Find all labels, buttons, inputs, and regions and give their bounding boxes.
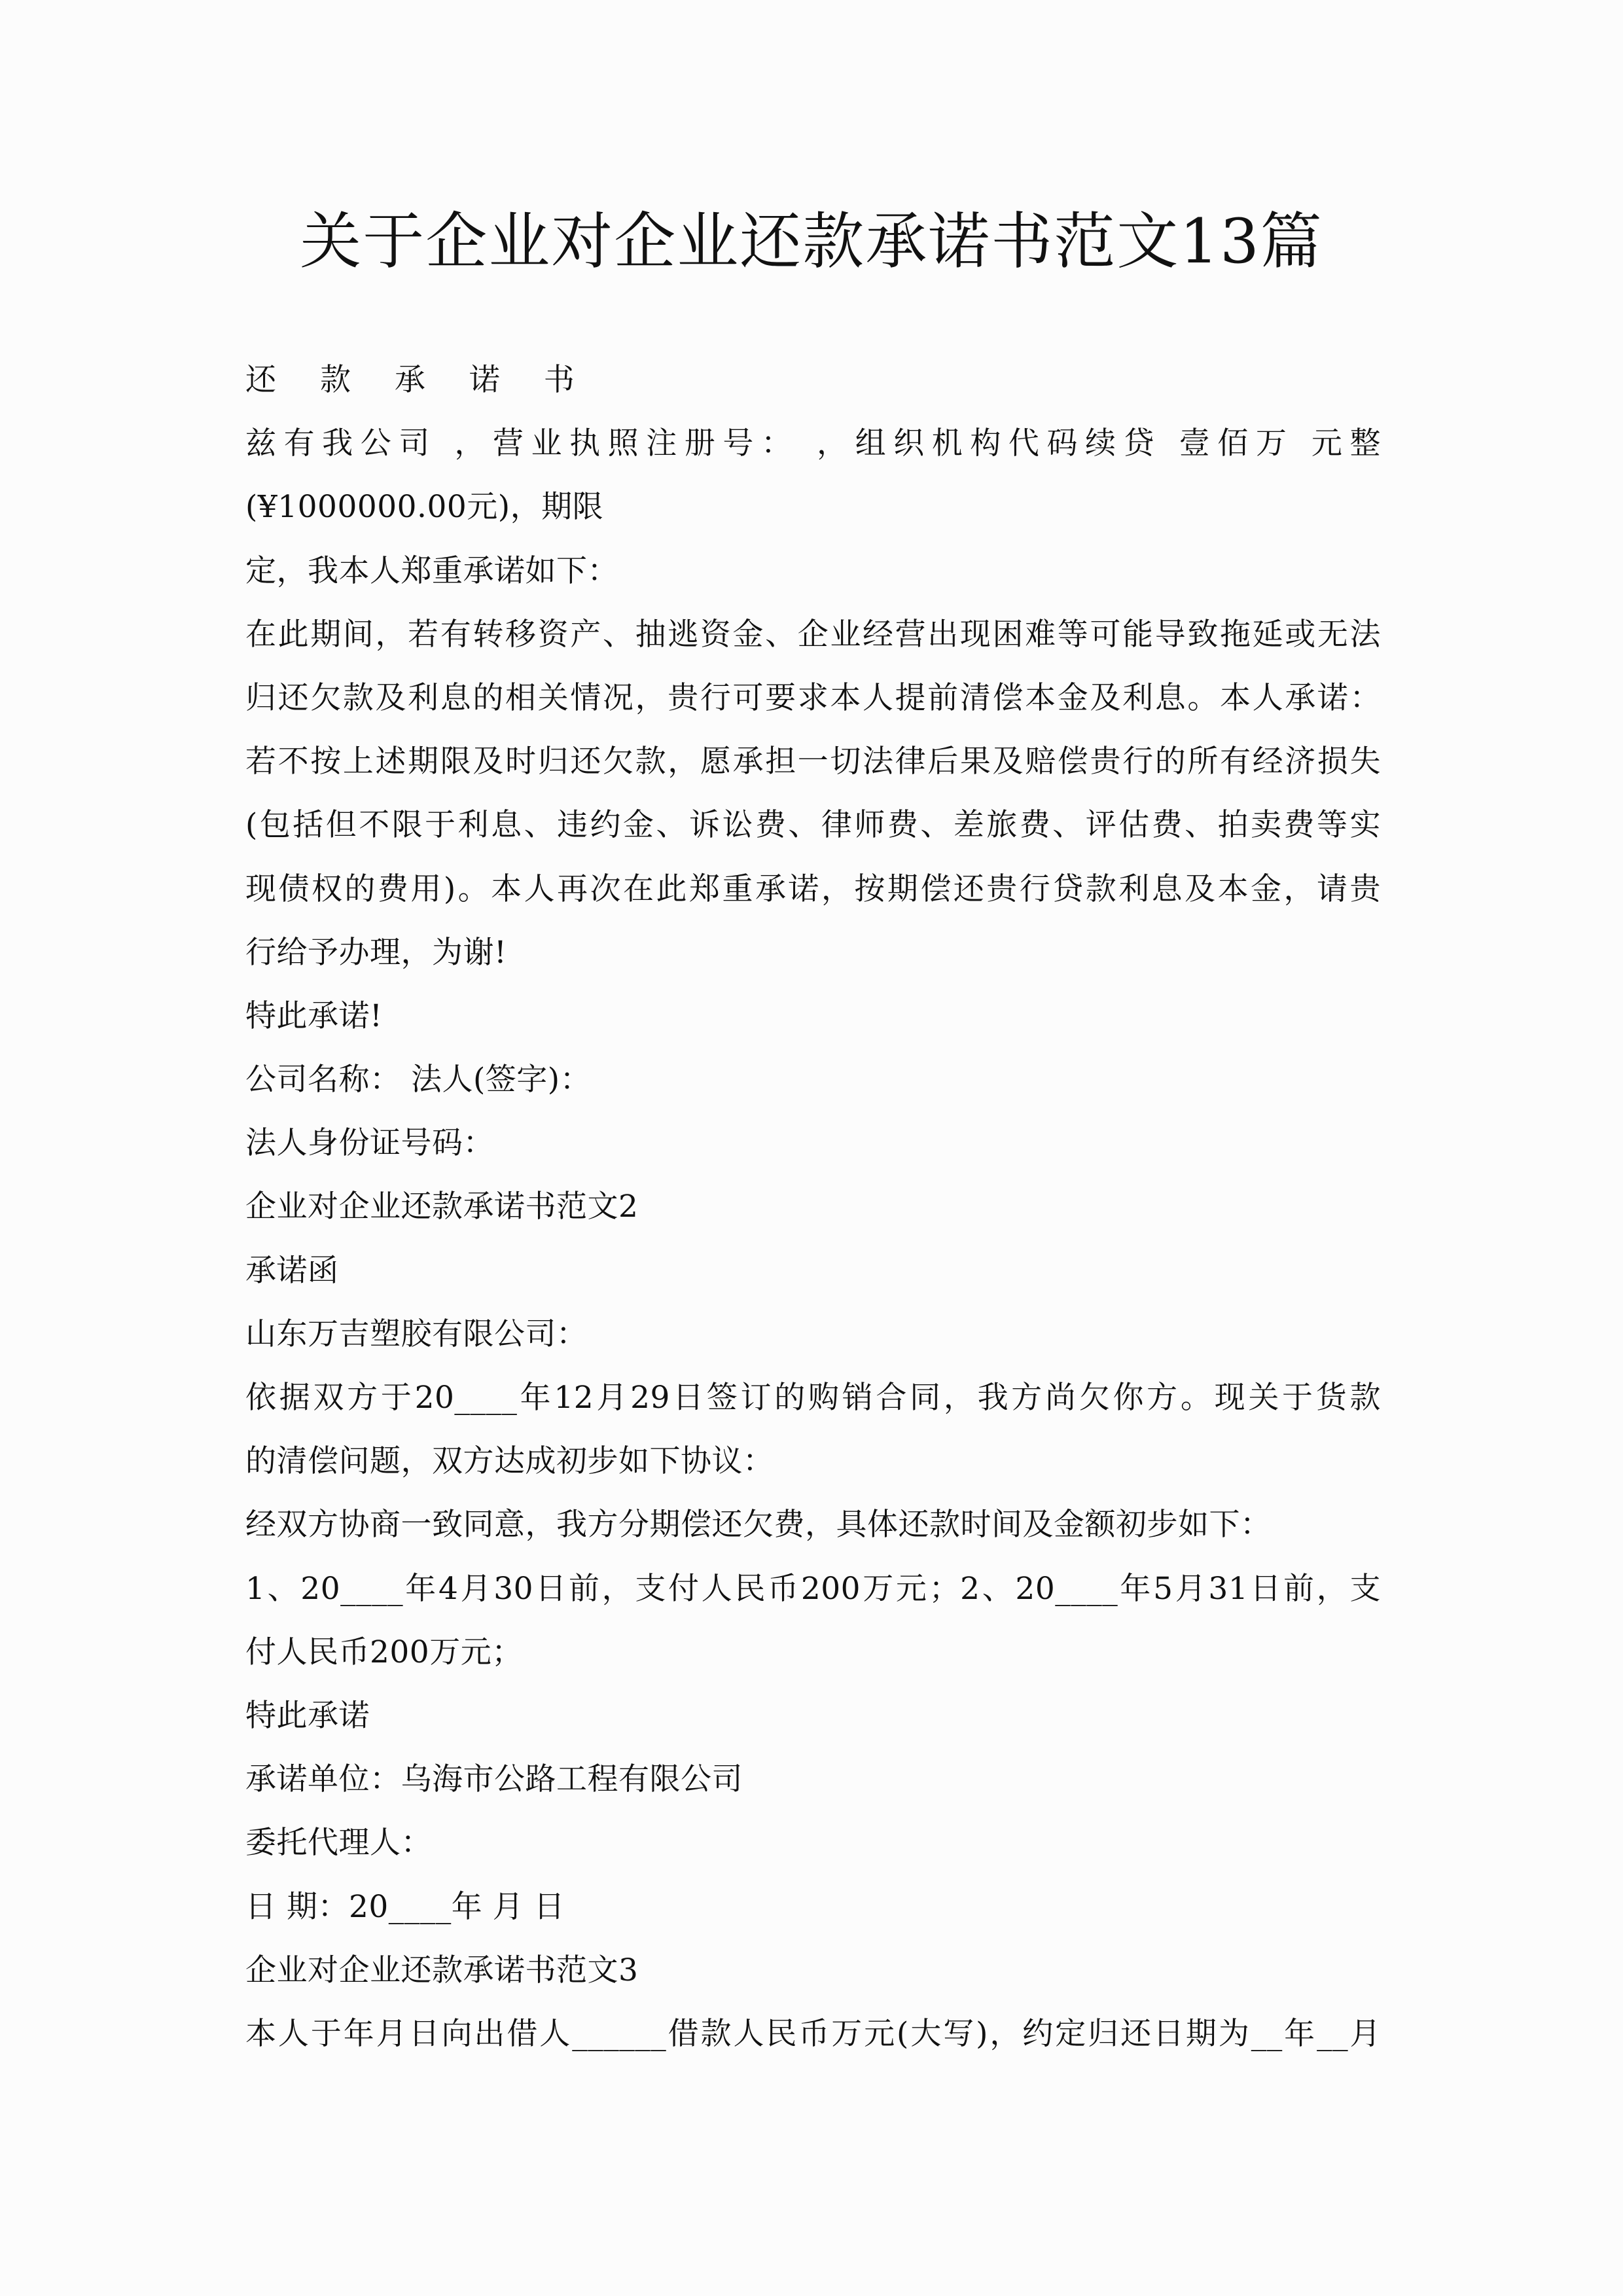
section-heading-sample-2: 企业对企业还款承诺书范文2 <box>245 1189 639 1225</box>
document-title: 关于企业对企业还款承诺书范文13篇 <box>300 206 1323 278</box>
signature-company-name: 公司名称： 法人(签字)： <box>245 1062 592 1098</box>
paragraph-line: 的清偿问题，双方达成初步如下协议： <box>245 1443 774 1480</box>
paragraph-line: 1、20____年4月30日前，支付人民币200万元；2、20____年5月31日前，支 <box>245 1570 1381 1607</box>
paragraph-line: (¥1000000.00元)，期限 <box>245 489 604 526</box>
letter-title: 承诺函 <box>245 1252 339 1289</box>
section-heading-sample-3: 企业对企业还款承诺书范文3 <box>245 1952 639 1988</box>
signature-committing-unit: 承诺单位：乌海市公路工程有限公司 <box>245 1761 743 1798</box>
closing-statement: 特此承诺 <box>245 1697 370 1734</box>
section-heading-repayment-letter: 还 款 承 诺 书 <box>245 362 592 398</box>
paragraph-line: 定，我本人郑重承诺如下： <box>245 552 618 589</box>
paragraph-line: 本人于年月日向出借人______借款人民币万元(大写)，约定归还日期为__年__月 <box>245 2015 1381 2052</box>
paragraph-line: 依据双方于20____年12月29日签订的购销合同，我方尚欠你方。现关于货款 <box>245 1380 1381 1416</box>
document-body <box>245 348 1381 2066</box>
paragraph-line: 现债权的费用)。本人再次在此郑重承诺，按期偿还贵行贷款利息及本金，请贵 <box>245 870 1381 907</box>
paragraph-line: 行给予办理，为谢! <box>245 934 507 971</box>
paragraph-line: 付人民币200万元； <box>245 1634 523 1670</box>
signature-date: 日 期：20____年 月 日 <box>245 1888 565 1925</box>
signature-id-number: 法人身份证号码： <box>245 1125 494 1162</box>
paragraph-line: 兹有我公司 ，营业执照注册号： ，组织机构代码续贷 壹佰万 元整 <box>245 425 1381 462</box>
paragraph-line: 归还欠款及利息的相关情况，贵行可要求本人提前清偿本金及利息。本人承诺： <box>245 679 1381 716</box>
paragraph-line: 经双方协商一致同意，我方分期偿还欠费，具体还款时间及金额初步如下： <box>245 1507 1272 1543</box>
paragraph-line: 在此期间，若有转移资产、抽逃资金、企业经营出现困难等可能导致拖延或无法 <box>245 616 1381 653</box>
paragraph-line: 若不按上述期限及时归还欠款，愿承担一切法律后果及赔偿贵行的所有经济损失 <box>245 744 1381 780</box>
signature-agent: 委托代理人： <box>245 1825 432 1861</box>
closing-statement: 特此承诺! <box>245 997 383 1034</box>
paragraph-line: (包括但不限于利息、违约金、诉讼费、律师费、差旅费、评估费、拍卖费等实 <box>245 807 1381 844</box>
letter-recipient: 山东万吉塑胶有限公司： <box>245 1316 588 1352</box>
